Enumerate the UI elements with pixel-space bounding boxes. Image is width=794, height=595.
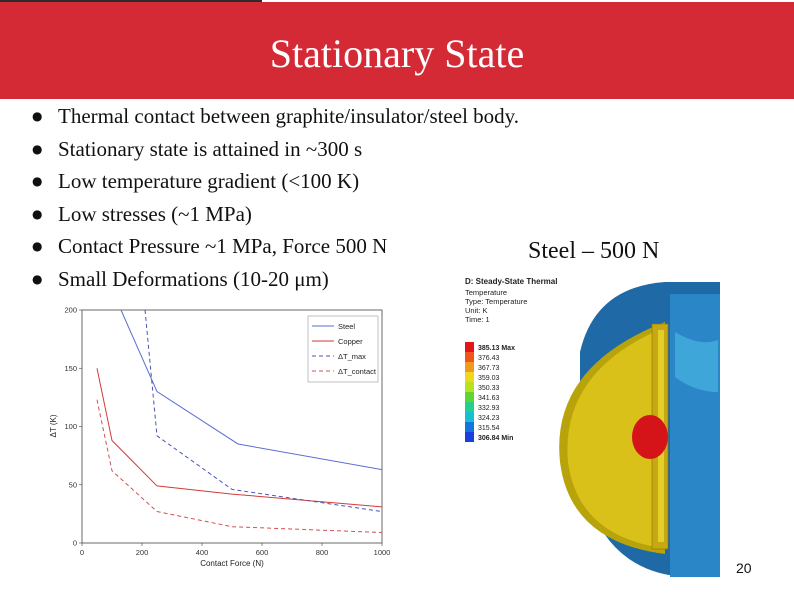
- page-number: 20: [736, 560, 752, 576]
- legend-color-swatch: [465, 372, 474, 382]
- sim-line: Temperature: [465, 288, 508, 297]
- y-tick-label: 150: [64, 363, 77, 373]
- bullet-item: [32, 100, 519, 133]
- legend-color-swatch: [465, 362, 474, 372]
- bullet-text: Low temperature gradient (<100 K): [58, 169, 360, 193]
- x-tick-label: 200: [135, 548, 149, 557]
- x-tick-label: 400: [195, 548, 209, 557]
- x-axis-label: Contact Force (N): [200, 559, 264, 568]
- bullet-dot-icon: ●: [32, 174, 43, 188]
- y-tick-label: 50: [68, 480, 77, 490]
- legend-label: Copper: [338, 337, 363, 346]
- x-tick-label: 1000: [373, 548, 391, 557]
- legend-value-label: 315.54: [478, 425, 500, 432]
- series-line: [97, 368, 382, 507]
- legend-value-label: 376.43: [478, 355, 500, 362]
- title-bar: [0, 2, 794, 99]
- bullet-item: [32, 165, 519, 198]
- y-tick-label: 200: [64, 305, 77, 315]
- bullet-item: [32, 230, 519, 263]
- legend-color-swatch: [465, 352, 474, 362]
- legend-value-label: 324.23: [478, 415, 500, 422]
- sim-line: Unit: K: [465, 306, 488, 315]
- x-tick-label: 600: [255, 548, 269, 557]
- steel-caption: Steel – 500 N: [528, 238, 660, 264]
- legend-color-swatch: [465, 392, 474, 402]
- steel-thermal-simulation: [460, 272, 720, 577]
- legend-color-swatch: [465, 422, 474, 432]
- sim-line: Time: 1: [465, 315, 490, 324]
- legend-color-swatch: [465, 412, 474, 422]
- bullet-dot-icon: ●: [32, 141, 43, 156]
- y-tick-label: 100: [64, 422, 77, 431]
- bullet-item: [32, 133, 519, 166]
- bullet-dot-icon: ●: [32, 206, 43, 221]
- legend-value-label: 332.93: [478, 405, 500, 412]
- y-tick-label: 0: [72, 538, 77, 548]
- legend-color-swatch: [465, 432, 474, 442]
- bullet-text: Contact Pressure ~1 MPa, Force 500 N: [58, 234, 388, 258]
- bullet-dot-icon: ●: [32, 109, 43, 123]
- bullet-text: Low stresses (~1 MPa): [58, 201, 252, 226]
- bullet-item: [32, 263, 519, 296]
- sim-color-legend: [465, 342, 515, 442]
- sim-line: Type: Temperature: [465, 297, 528, 306]
- legend-color-swatch: [465, 382, 474, 392]
- steel-body-render: [559, 282, 720, 577]
- x-tick-label: 800: [315, 548, 329, 557]
- chart-legend: [308, 316, 378, 382]
- legend-color-swatch: [465, 342, 474, 352]
- sim-header: [465, 277, 557, 324]
- bullet-list: [32, 100, 519, 295]
- bullet-text: Small Deformations (10-20 μm): [58, 266, 329, 291]
- legend-value-label: 350.33: [478, 385, 500, 392]
- y-axis-label: ΔT (K): [49, 414, 58, 438]
- hotspot: [632, 415, 668, 459]
- legend-label: ΔT_contact: [338, 367, 376, 376]
- legend-value-label: 385.13 Max: [478, 345, 515, 352]
- legend-value-label: 341.63: [478, 395, 500, 402]
- bullet-text: Stationary state is attained in ~300 s: [58, 136, 363, 161]
- legend-value-label: 367.73: [478, 365, 500, 372]
- legend-value-label: 306.84 Min: [478, 435, 514, 442]
- temperature-vs-force-chart: [40, 300, 400, 578]
- series-line: [97, 400, 382, 533]
- legend-value-label: 359.03: [478, 375, 500, 382]
- bullet-item: [32, 198, 519, 231]
- bullet-text: Thermal contact between graphite/insulator/steel body.: [58, 104, 520, 128]
- legend-label: Steel: [338, 322, 356, 331]
- bullet-dot-icon: ●: [32, 239, 43, 253]
- legend-label: ΔT_max: [338, 352, 366, 361]
- slide-title: Stationary State: [269, 31, 525, 76]
- sim-title: D: Steady-State Thermal: [465, 277, 558, 286]
- x-tick-label: 0: [79, 548, 85, 557]
- legend-color-swatch: [465, 402, 474, 412]
- bullet-dot-icon: ●: [32, 271, 43, 286]
